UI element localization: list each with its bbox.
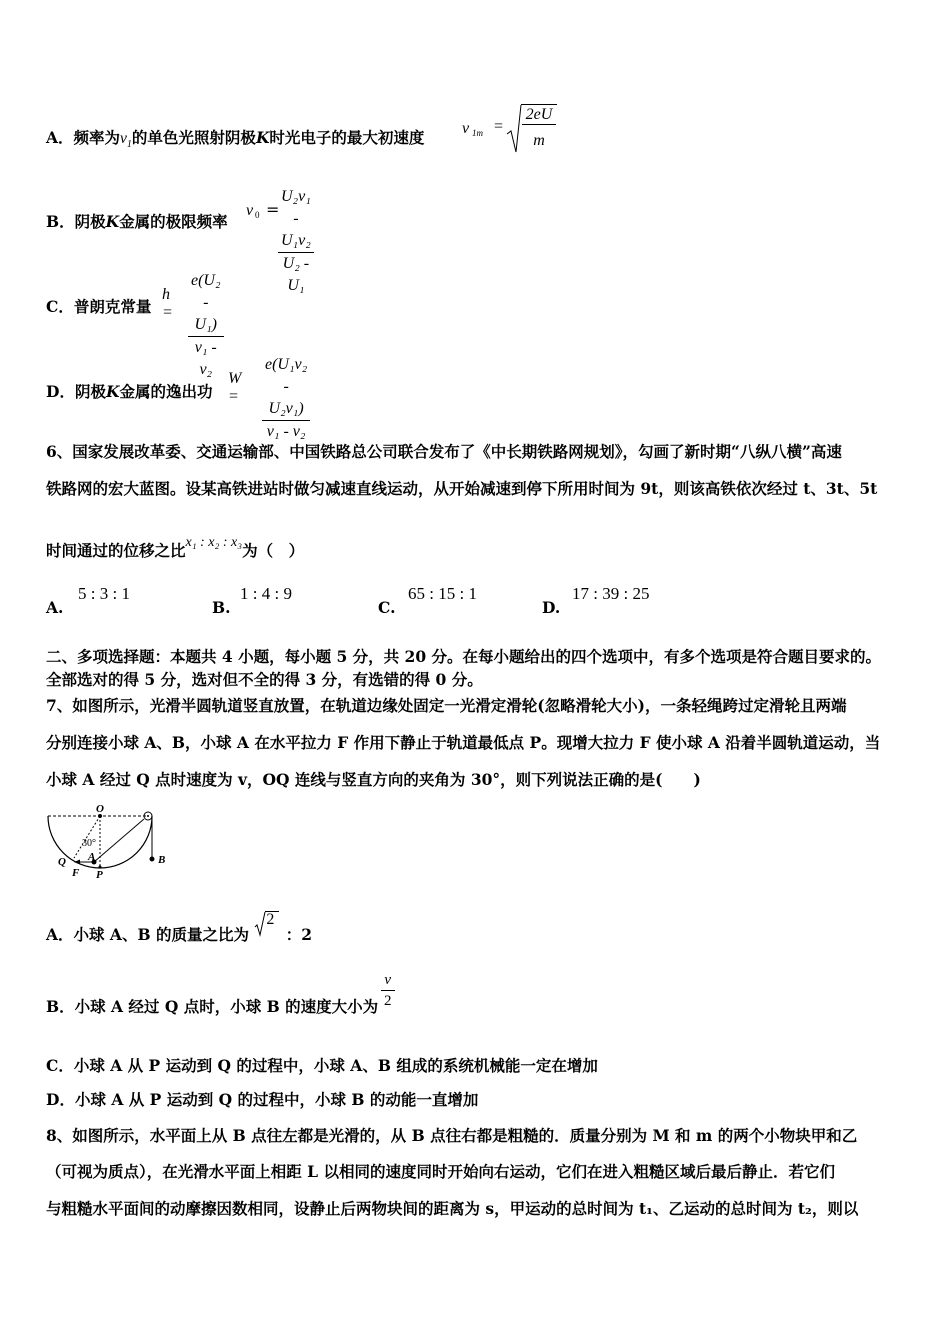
q7-b-den: 2 [384, 993, 392, 1009]
q5-c-den: v₁ - v₂ [194, 339, 217, 378]
q5-a-label: A．频率为 [46, 128, 121, 147]
q5-option-b [46, 210, 228, 232]
q7-b-text: B．小球 A 经过 Q 点时，小球 B 的速度大小为 [46, 997, 379, 1016]
fig-label-p: P [96, 869, 103, 881]
q5-d-text2: 金属的逸出功 [119, 382, 213, 401]
q6-option-d-value: 17 : 39 : 25 [572, 584, 650, 603]
q6-line3-text: 时间通过的位移之比 [46, 541, 186, 560]
q7-a-sqrt-value: 2 [266, 911, 275, 928]
q5-a-text3: 时光电子的最大初速度 [269, 128, 425, 147]
q5-option-d [46, 380, 212, 402]
q7-figure [44, 800, 174, 882]
q5-b-den: U₂ - U₁ [282, 255, 310, 294]
q7-a-sqrt [254, 911, 280, 943]
q7-a-text: A．小球 A、B 的质量之比为 [46, 925, 249, 944]
fig-label-o: O [96, 803, 104, 815]
q7-option-c: C．小球 A 从 P 运动到 Q 的过程中，小球 A、B 组成的系统机械能一定在增加 [46, 1056, 598, 1075]
q5-a-k: K [255, 128, 270, 147]
fig-label-f: F [72, 867, 80, 879]
q5-a-v1: v [120, 130, 127, 147]
q5-a-formula-lhs: v [462, 120, 470, 137]
q7-line3: 小球 A 经过 Q 点时速度为 v，OQ 连线与竖直方向的夹角为 30°，则下列说法正确的是( ) [46, 770, 701, 789]
q6-option-c-value: 65 : 15 : 1 [408, 584, 477, 603]
fig-label-angle: 30° [82, 838, 96, 849]
q6-option-c-label: C. [378, 598, 396, 617]
q7-option-d: D．小球 A 从 P 运动到 Q 的过程中，小球 B 的动能一直增加 [46, 1090, 479, 1109]
q6-line3-end: 为（ ） [242, 541, 305, 560]
fig-label-b: B [158, 854, 166, 866]
q5-b-text2: 金属的极限频率 [119, 212, 228, 231]
q6-ratio: x₁ : x₂ : x₃ [185, 535, 243, 550]
q5-b-label: B．阴极 [46, 212, 106, 231]
q5-b-num: U₂v₁ - U₁v₂ [278, 186, 314, 253]
q5-d-num: e(U₁v₂ - U₂v₁) [262, 354, 310, 421]
q5-b-lhs: v [246, 202, 254, 219]
q8-line1: 8、如图所示，水平面上从 B 点往左都是光滑的，从 B 点往右都是粗糙的．质量分别为 M 和 m 的两个小物块甲和乙 [46, 1126, 858, 1145]
q5-a-text2: 的单色光照射阴极 [131, 128, 256, 147]
q5-d-den: v₁ - v₂ [266, 423, 306, 440]
sqrt-sign-icon [254, 911, 266, 937]
q5-option-a: A．频率为$v_1$的单色光照射阴极K时光电子的最大初速度 [46, 128, 425, 151]
q6-option-b-value: 1 : 4 : 9 [240, 584, 292, 603]
sqrt-sign-icon [506, 104, 522, 156]
q7-a-text2: ：2 [285, 925, 313, 944]
q6-option-d-label: D. [542, 598, 561, 617]
q6-option-a-label: A. [46, 598, 64, 617]
q7-b-fraction [381, 970, 395, 1011]
q5-c-label: C．普朗克常量 [46, 297, 152, 316]
q6-line3 [46, 535, 305, 561]
q7-b-num: v [381, 970, 395, 991]
q5-option-c [46, 295, 151, 317]
q5-d-k: K [105, 382, 120, 401]
q5-d-label: D．阴极 [46, 382, 106, 401]
q5-c-num: e(U₂ - U₁) [188, 270, 224, 337]
q8-line3: 与粗糙水平面间的动摩擦因数相同，设静止后两物块间的距离为 s，甲运动的总时间为 t₁、乙运动的总时间为 t₂，则以 [46, 1199, 859, 1218]
q6-line1: 6、国家发展改革委、交通运输部、中国铁路总公司联合发布了《中长期铁路网规划》，勾画了新时期“八纵八横”高速 [46, 442, 842, 461]
section2-line2: 全部选对的得 5 分，选对但不全的得 3 分，有选错的得 0 分。 [46, 670, 483, 689]
q5-b-k: K [105, 212, 120, 231]
q5-c-lhs: h = [162, 286, 173, 321]
q7-line2: 分别连接小球 A、B，小球 A 在水平拉力 F 作用下静止于轨道最低点 P。现增大拉力 F 使小球 A 沿着半圆轨道运动，当 [46, 733, 881, 752]
q5-a-formula-num: 2eU [522, 106, 556, 125]
section2-line1: 二、多项选择题：本题共 4 小题，每小题 5 分，共 20 分。在每小题给出的四个选项中，有多个选项是符合题目要求的。 [46, 647, 882, 666]
q7-option-b [46, 995, 378, 1017]
q7-line1: 7、如图所示，光滑半圆轨道竖直放置，在轨道边缘处固定一光滑定滑轮(忽略滑轮大小)，一条轻绳跨过定滑轮且两端 [46, 696, 847, 715]
q8-line2: （可视为质点），在光滑水平面上相距 L 以相同的速度同时开始向右运动，它们在进入粗糙区域后最后静止．若它们 [46, 1162, 835, 1181]
q5-a-formula-den: m [533, 132, 545, 149]
fig-label-a: A [88, 851, 96, 863]
fig-label-q: Q [58, 856, 66, 868]
q6-option-b-label: B. [212, 598, 231, 617]
q6-option-a-value: 5 : 3 : 1 [78, 584, 130, 603]
q6-line2: 铁路网的宏大蓝图。设某高铁进站时做匀减速直线运动，从开始减速到停下所用时间为 9t，则该高铁依次经过 t、3t、5t [46, 479, 878, 498]
q5-d-lhs: W = [228, 370, 242, 405]
q7-option-a [46, 911, 313, 945]
